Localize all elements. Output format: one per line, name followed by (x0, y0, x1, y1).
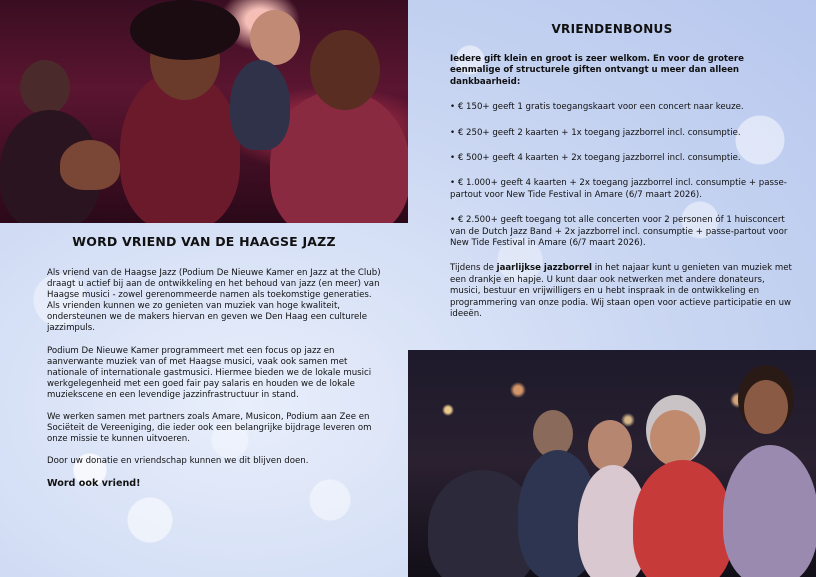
partners-paragraph: We werken samen met partners zoals Amare, Musicon, Podium aan Zee en Sociëteit de Vereeniging, die ieder ook een belangrijke bijdrage leveren om onze missie te kunnen uitvoeren. (47, 412, 372, 445)
right-body (450, 54, 792, 335)
call-to-action: Word ook vriend! (47, 478, 141, 490)
jazzborrel-text-post: in het najaar kunt u genieten van muziek met een drankje en hapje. U kunt daar ook netwerken met andere donateurs, musici, bestuur en vrijwilligers en u hebt inspraak in de ontwikkeling en programmering van onze podia. Wij staan open voor actieve participatie en uw ideeën. (450, 263, 792, 320)
bonus-item: • € 2.500+ geeft toegang tot alle concerten voor 2 personen óf 1 huisconcert van de Dutch Jazz Band + 2x jazzborrel incl. consumptie + passe-partout voor New Tide Festival in Amare (6/7 maart 2026). (450, 215, 792, 249)
left-title: WORD VRIEND VAN DE HAAGSE JAZZ (72, 234, 336, 249)
bonus-item: • € 1.000+ geeft 4 kaarten + 2x toegang jazzborrel incl. consumptie + passe-partout voor New Tide Festival in Amare (6/7 maart 2026). (450, 178, 792, 201)
jazzborrel-highlight: jaarlijkse jazzborrel (496, 263, 592, 274)
donation-paragraph: Door uw donatie en vriendschap kunnen we dit blijven doen. (47, 456, 309, 467)
audience-watching-photo (408, 350, 816, 577)
jazzborrel-paragraph (450, 263, 792, 320)
intro-paragraph: Als vriend van de Haagse Jazz (Podium De Nieuwe Kamer en Jazz at the Club) draagt u actief bij aan de ontwikkeling en het behoud van jazz (en meer) van Haagse musici - zowel gerenommeerde namen als toekomstige generaties. Als vrienden kunnen we zo genieten van muziek van hoge kwaliteit, ondersteunen we de makers hiervan en geven we Den Haag een culturele jazzimpuls. (47, 268, 381, 334)
bonus-item: • € 500+ geeft 4 kaarten + 2x toegang jazzborrel incl. consumptie. (450, 153, 792, 164)
jazzborrel-text-pre: Tijdens de (450, 263, 497, 274)
audience-clapping-photo (0, 0, 408, 223)
right-title: VRIENDENBONUS (551, 22, 673, 36)
left-body (47, 268, 387, 501)
bonus-item: • € 150+ geeft 1 gratis toegangskaart voor een concert naar keuze. (450, 102, 792, 113)
programming-paragraph: Podium De Nieuwe Kamer programmeert met een focus op jazz en aanverwante muziek van of met Haagse musici, vaak ook samen met nationale of internationale gastmusici. Hiermee bieden we de lokale musici werkgelegenheid met een goed fair pay salaris en houden we de lokale muziekscene en een levendige jazzinfrastructuur in stand. (47, 345, 372, 400)
bonus-item: • € 250+ geeft 2 kaarten + 1x toegang jazzborrel incl. consumptie. (450, 128, 792, 139)
bonus-intro: Iedere gift klein en groot is zeer welkom. En voor de grotere eenmalige of structurele giften ontvangt u meer dan alleen dankbaarheid: (450, 54, 744, 87)
